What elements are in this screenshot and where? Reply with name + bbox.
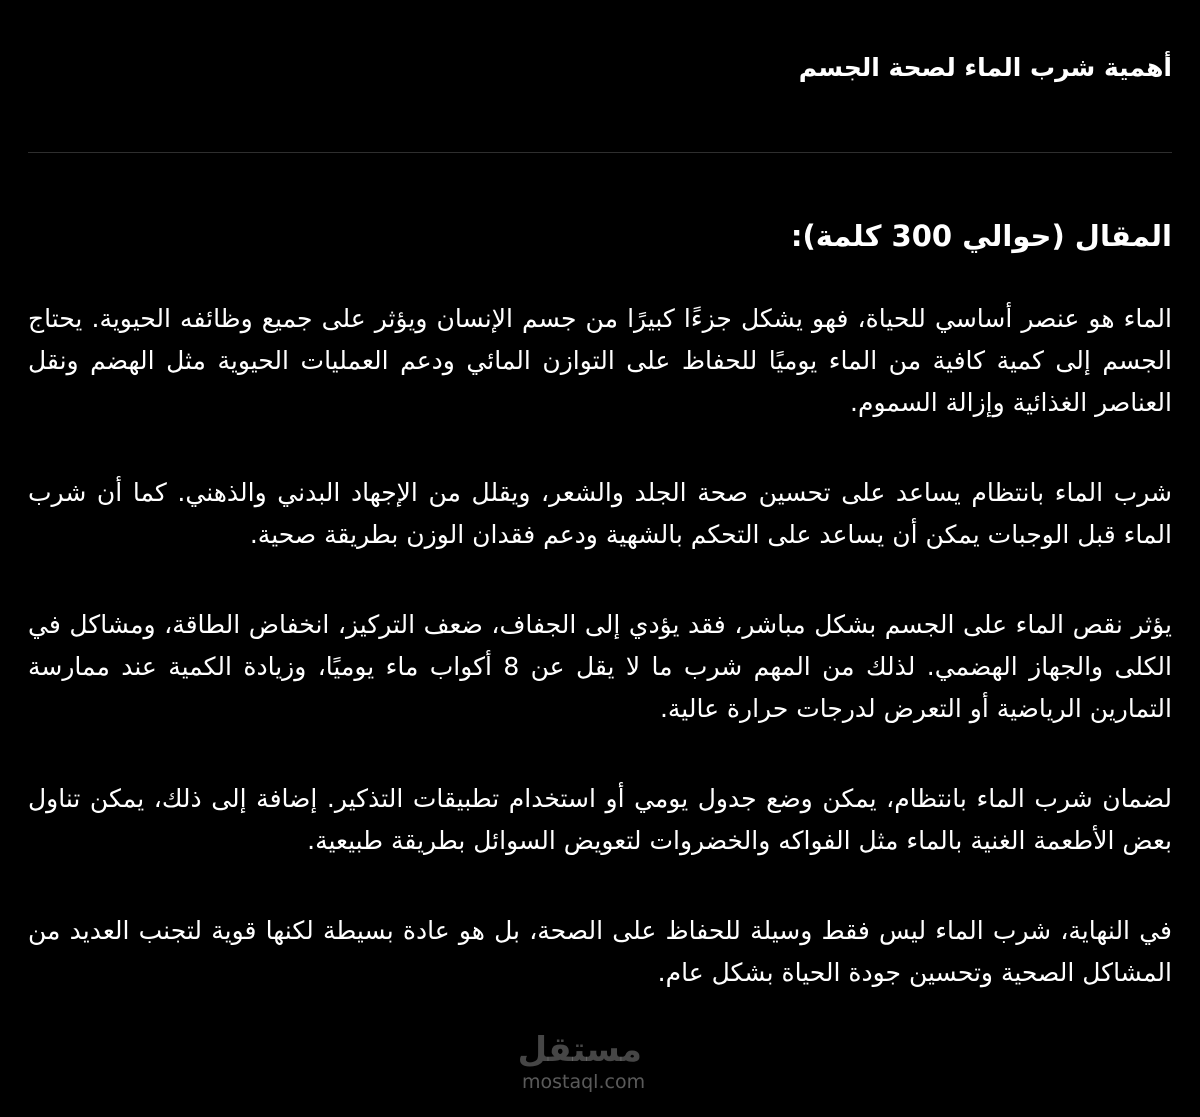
watermark-url: mostaql.com xyxy=(522,1071,646,1093)
article-paragraph: الماء هو عنصر أساسي للحياة، فهو يشكل جزءًا كبيرًا من جسم الإنسان ويؤثر على جميع وظائفه الحيوية. يحتاج الجسم إلى كمية كافية من الماء يوميًا للحفاظ على التوازن المائي ودعم العمليات الحيوية مثل الهضم ونقل العناصر الغذائية وإزالة السموم. xyxy=(28,304,1172,417)
article-paragraph: شرب الماء بانتظام يساعد على تحسين صحة الجلد والشعر، ويقلل من الإجهاد البدني والذهني. كما أن شرب الماء قبل الوجبات يمكن أن يساعد على التحكم بالشهية ودعم فقدان الوزن بطريقة صحية. xyxy=(28,478,1172,549)
article-body xyxy=(28,298,1172,1042)
watermark-logo: مستقل xyxy=(517,1030,642,1070)
article-paragraph: يؤثر نقص الماء على الجسم بشكل مباشر، فقد يؤدي إلى الجفاف، ضعف التركيز، انخفاض الطاقة، ومشاكل في الكلى والجهاز الهضمي. لذلك من المهم شرب ما لا يقل عن 8 أكواب ماء يوميًا، وزيادة الكمية عند ممارسة التمارين الرياضية أو التعرض لدرجات حرارة عالية. xyxy=(28,610,1172,723)
article-paragraph: لضمان شرب الماء بانتظام، يمكن وضع جدول يومي أو استخدام تطبيقات التذكير. إضافة إلى ذلك، يمكن تناول بعض الأطعمة الغنية بالماء مثل الفواكه والخضروات لتعويض السوائل بطريقة طبيعية. xyxy=(28,784,1172,855)
article-paragraph: في النهاية، شرب الماء ليس فقط وسيلة للحفاظ على الصحة، بل هو عادة بسيطة لكنها قوية لتجنب العديد من المشاكل الصحية وتحسين جودة الحياة بشكل عام. xyxy=(28,916,1172,987)
document-subtitle: أهمية شرب الماء لصحة الجسم xyxy=(798,53,1172,82)
divider xyxy=(28,152,1172,153)
article-heading: المقال (حوالي 300 كلمة): xyxy=(790,219,1172,253)
clipped-text-fragment xyxy=(630,0,660,4)
